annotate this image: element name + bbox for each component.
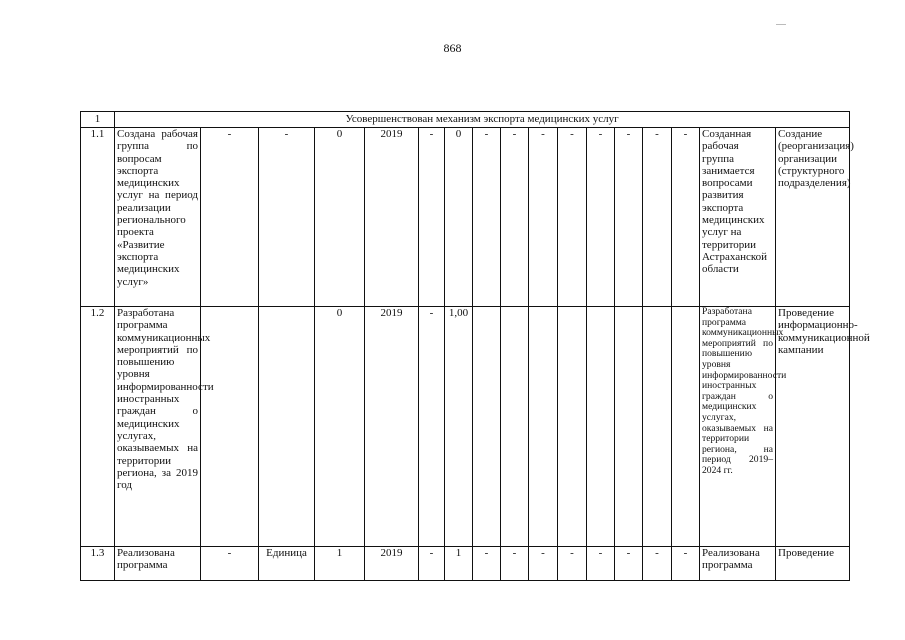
row-col7: -: [419, 547, 445, 581]
row-col10: [501, 307, 529, 547]
row-col15: -: [643, 128, 672, 307]
row-number: 1.3: [81, 547, 115, 581]
row-col4: Единица: [259, 547, 315, 581]
indicators-table: [80, 111, 870, 581]
row-col9: [473, 307, 501, 547]
row-col11: -: [529, 128, 558, 307]
row-col8: 1: [445, 547, 473, 581]
table-row: [81, 128, 850, 307]
row-col14: -: [615, 547, 643, 581]
row-type: Проведение: [776, 547, 850, 581]
row-col13: [587, 307, 615, 547]
row-col15: -: [643, 547, 672, 581]
table-row: [81, 547, 850, 581]
row-result: Созданная рабочая группа занимается вопросами развития экспорта медицинских услуг на территории Астраханской области: [700, 128, 776, 307]
row-col16: [672, 307, 700, 547]
row-col6: 2019: [365, 307, 419, 547]
row-col7: -: [419, 307, 445, 547]
scan-mark: [776, 24, 786, 25]
section-title: Усовершенствован механизм экспорта медицинских услуг: [115, 112, 850, 128]
row-col5: 1: [315, 547, 365, 581]
row-col5: 0: [315, 128, 365, 307]
section-row: [81, 112, 850, 128]
row-col10: -: [501, 547, 529, 581]
row-col14: [615, 307, 643, 547]
row-col10: -: [501, 128, 529, 307]
row-col9: -: [473, 128, 501, 307]
row-col3: -: [201, 547, 259, 581]
row-col14: -: [615, 128, 643, 307]
row-col16: -: [672, 128, 700, 307]
row-col11: -: [529, 547, 558, 581]
row-col3: -: [201, 128, 259, 307]
row-result: Реализована программа: [700, 547, 776, 581]
row-col12: -: [558, 547, 587, 581]
row-col12: -: [558, 128, 587, 307]
row-name: Создана рабочая группа по вопросам экспорта медицинских услуг на период реализации регионального проекта «Развитие экспорта медицинских услуг»: [115, 128, 201, 307]
row-type: Проведение информационно-коммуникационной кампании: [776, 307, 850, 547]
row-col4: [259, 307, 315, 547]
page-number: 868: [443, 41, 462, 55]
row-type: Создание (реорганизация) организации (структурного подразделения): [776, 128, 850, 307]
row-col15: [643, 307, 672, 547]
row-col16: -: [672, 547, 700, 581]
row-col13: -: [587, 128, 615, 307]
row-number: 1.2: [81, 307, 115, 547]
row-col8: 0: [445, 128, 473, 307]
row-number: 1.1: [81, 128, 115, 307]
row-name: Реализована программа: [115, 547, 201, 581]
row-col13: -: [587, 547, 615, 581]
row-col7: -: [419, 128, 445, 307]
row-col4: -: [259, 128, 315, 307]
row-col6: 2019: [365, 547, 419, 581]
row-col11: [529, 307, 558, 547]
row-col8: 1,00: [445, 307, 473, 547]
row-result: Разработана программа коммуникационных мероприятий по повышению уровня информированности иностранных граждан о медицинских услугах, оказываемых на территории региона, на период 2019–2024 гг.: [700, 307, 776, 547]
section-number: 1: [81, 112, 115, 128]
row-col9: -: [473, 547, 501, 581]
row-col6: 2019: [365, 128, 419, 307]
table-row: [81, 307, 850, 547]
row-col5: 0: [315, 307, 365, 547]
row-name: Разработана программа коммуникационных мероприятий по повышению уровня информированности иностранных граждан о медицинских услугах, оказываемых на территории региона, за 2019 год: [115, 307, 201, 547]
row-col12: [558, 307, 587, 547]
